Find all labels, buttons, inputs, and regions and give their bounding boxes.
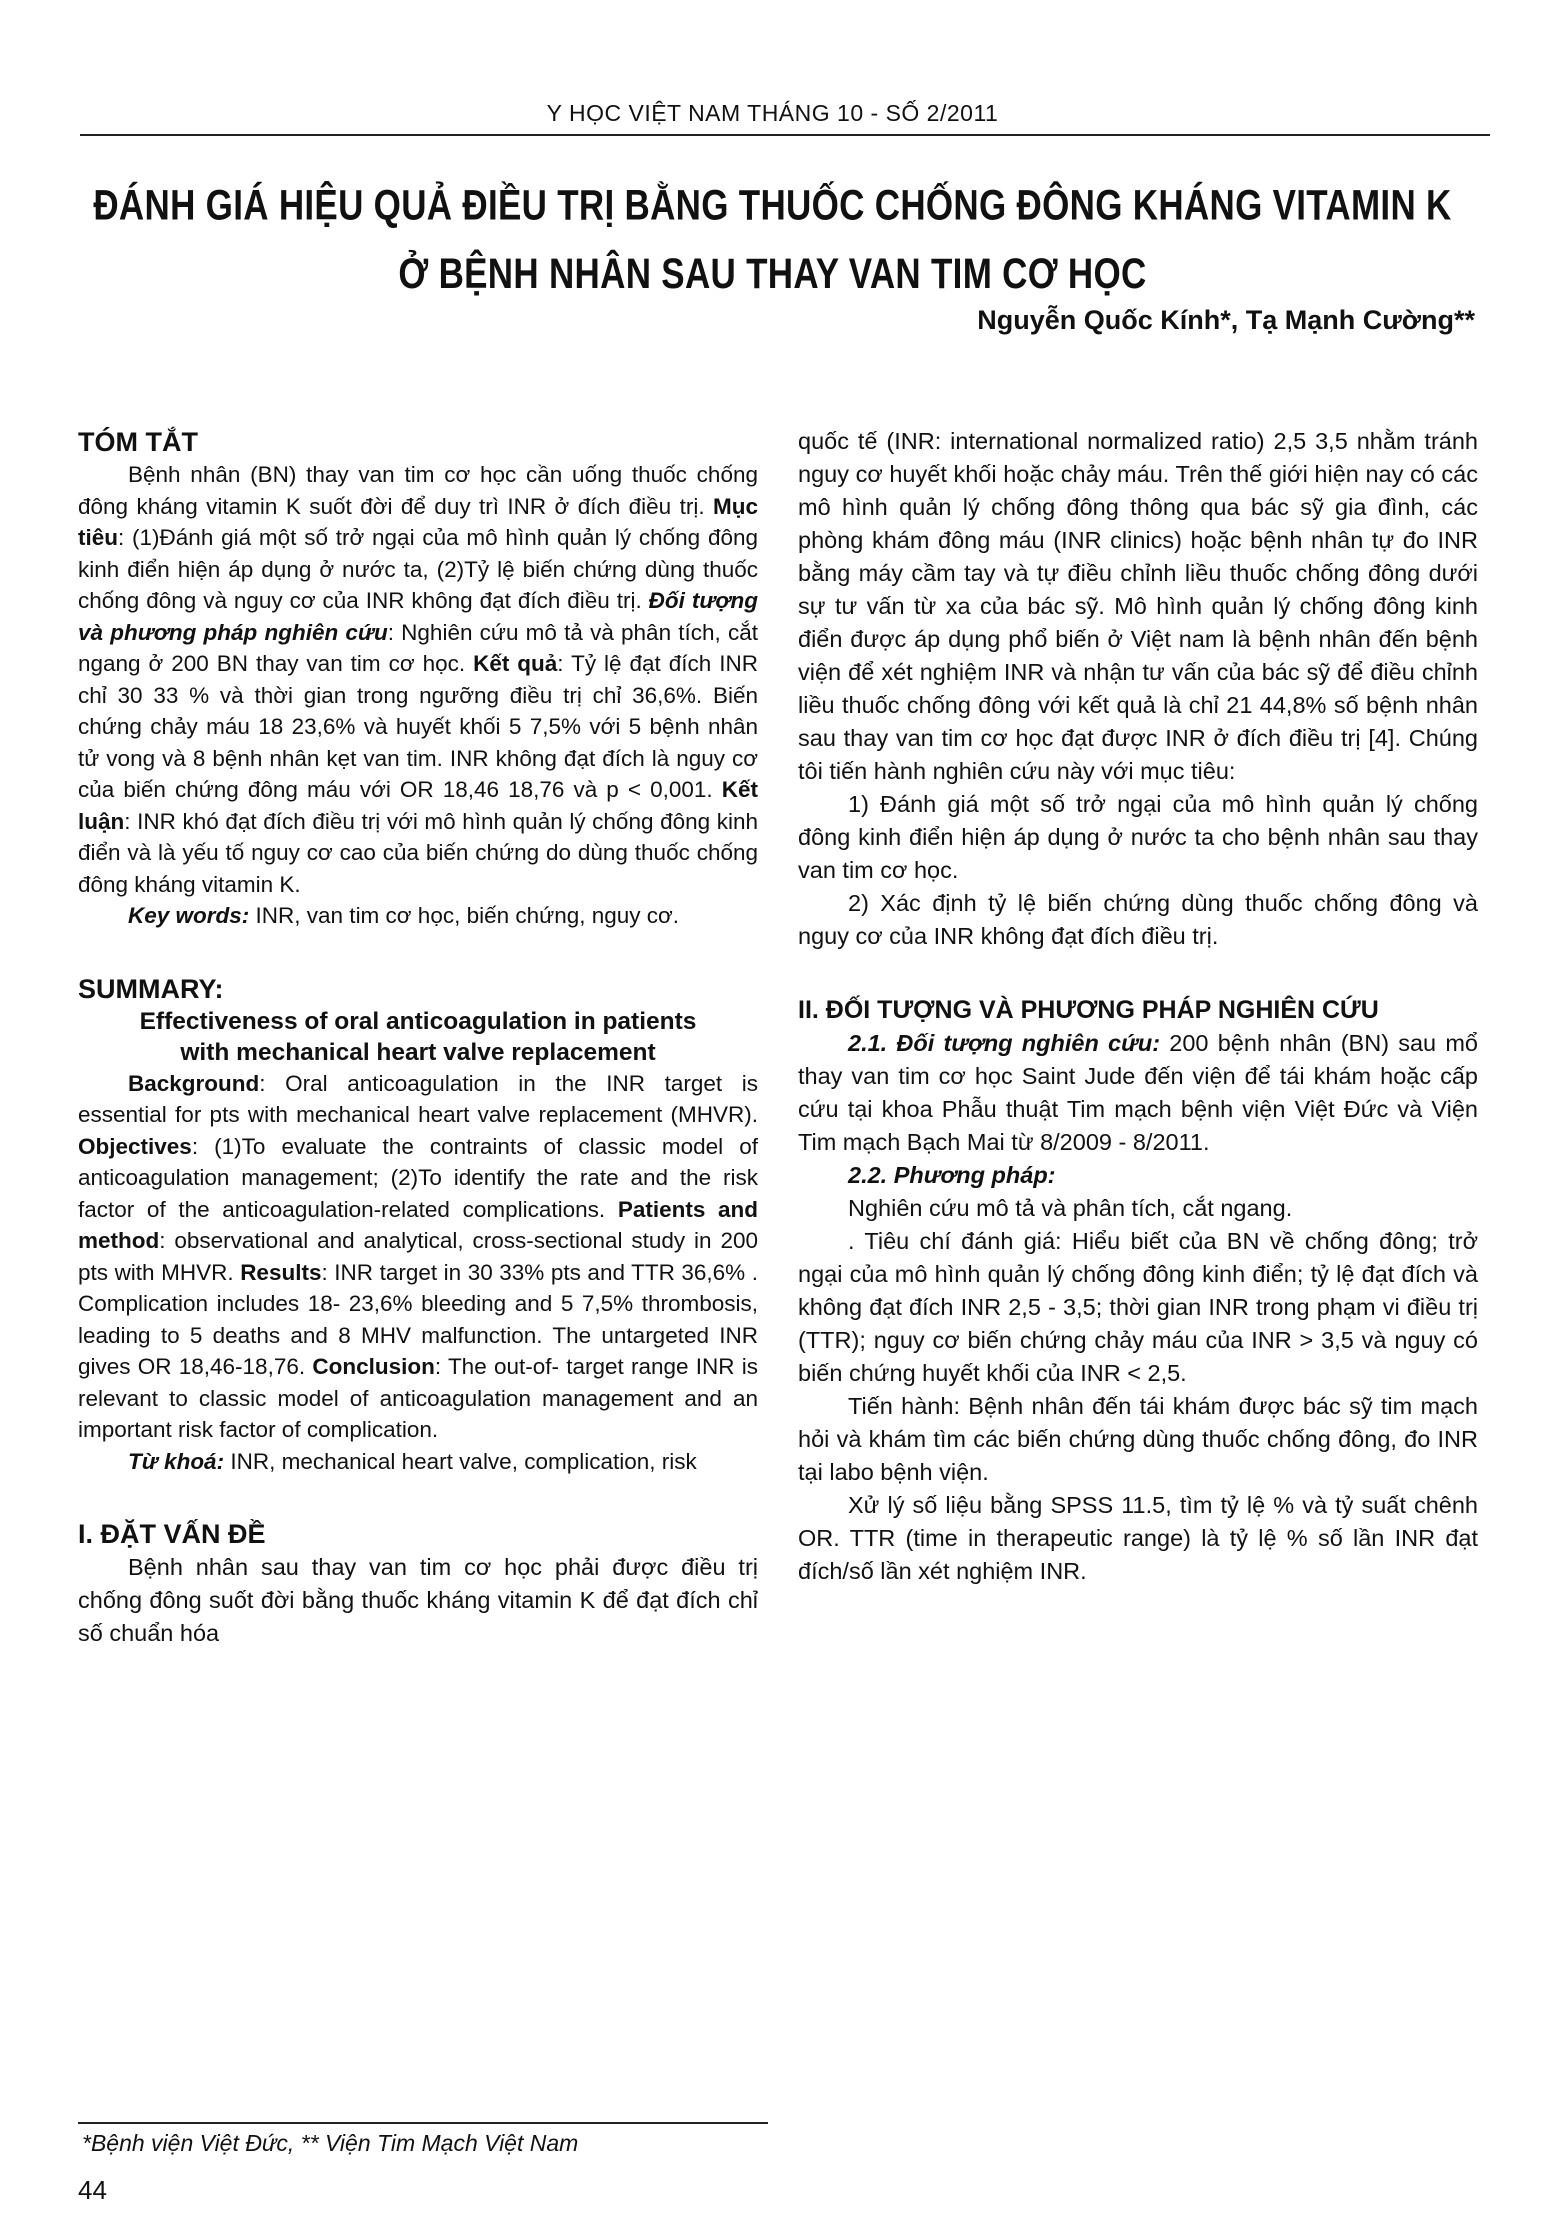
background-label: Background	[128, 1070, 260, 1096]
summary-conclusion-text: : The out-of- target range INR is relevant to classic model of anticoagulation management and an important risk factor of complication.	[78, 1354, 758, 1442]
objective-item-2: 2) Xác định tỷ lệ biến chứng dùng thuốc chống đông và nguy cơ của INR không đạt đích điều trị.	[798, 890, 1478, 949]
article-title-line-1: ĐÁNH GIÁ HIỆU QUẢ ĐIỀU TRỊ BẰNG THUỐC CHỐNG ĐÔNG KHÁNG VITAMIN K	[93, 181, 1452, 230]
subsection-2-1	[798, 1027, 1478, 1159]
patients-label: Patients and method	[78, 1196, 758, 1253]
result-label: Kết quả	[473, 651, 558, 676]
right-column	[798, 425, 1478, 1588]
results-text: : INR target in 30 33% pts and TTR 36,6% . Complication includes 18- 23,6% bleeding and 5 7,5% thrombosis, leading to 5 deaths and 8 MHV malfunction. The untargeted INR gives OR 18,46-18,76.	[78, 1259, 758, 1379]
keywords-label: Key words:	[128, 903, 250, 928]
tu-khoa-text: INR, mechanical heart valve, complication, risk	[224, 1448, 697, 1474]
results-label: Results	[240, 1259, 322, 1285]
left-column	[78, 425, 758, 1650]
keywords-text: INR, van tim cơ học, biến chứng, nguy cơ.	[249, 903, 680, 928]
summary-heading: SUMMARY:	[78, 973, 224, 1004]
objective-label: Mục tiêu	[78, 493, 758, 550]
method-statistics: Xử lý số liệu bằng SPSS 11.5, tìm tỷ lệ % và tỷ suất chênh OR. TTR (time in therapeutic range) là tỷ lệ % số lần INR đạt đích/số lần xét nghiệm INR.	[798, 1492, 1478, 1584]
method-text: : Nghiên cứu mô tả và phân tích, cắt ngang ở 200 BN thay van tim cơ học.	[78, 619, 758, 676]
objectives-text: : (1)To evaluate the contraints of classic model of anticoagulation management; (2)To identify the rate and the risk factor of the anticoagulation-related complications.	[78, 1133, 758, 1222]
patients-text: : observational and analytical, cross-sectional study in 200 pts with MHVR.	[78, 1228, 758, 1285]
footnote: *Bệnh viện Việt Đức, ** Viện Tim Mạch Việt Nam	[82, 2130, 579, 2156]
section1-paragraph-1: Bệnh nhân sau thay van tim cơ học phải được điều trị chống đông suốt đời bằng thuốc kháng vitamin K để đạt đích chỉ số chuẩn hóa	[78, 1554, 758, 1646]
summary-body	[78, 1068, 758, 1446]
summary-title-line-2: with mechanical heart valve replacement	[180, 1038, 656, 1066]
tu-khoa-label: Từ khoá:	[128, 1448, 225, 1474]
method-criteria: . Tiêu chí đánh giá: Hiểu biết của BN về chống đông; trở ngại của mô hình quản lý chống đông kinh điển; tỷ lệ đạt đích và không đạt đích INR 2,5 - 3,5; thời gian INR trong phạm vi điều trị (TTR); nguy cơ biến chứng chảy máu của INR > 3,5 và nguy có biến chứng huyết khối của INR < 2,5.	[798, 1228, 1478, 1386]
running-header: Y HỌC VIỆT NAM THÁNG 10 - SỐ 2/2011	[546, 100, 999, 126]
subsection-2-1-label: 2.1. Đối tượng nghiên cứu:	[848, 1030, 1161, 1056]
conclusion-label: Kết luận	[78, 777, 758, 834]
footnote-rule	[78, 2122, 768, 2124]
section2-heading: II. ĐỐI TƯỢNG VÀ PHƯƠNG PHÁP NGHIÊN CỨU	[798, 996, 1379, 1024]
summary-title-line-1: Effectiveness of oral anticoagulation in patients	[139, 1007, 697, 1035]
article-title-line-2: Ở BỆNH NHÂN SAU THAY VAN TIM CƠ HỌC	[398, 250, 1147, 298]
section1-paragraph-1-continued: quốc tế (INR: international normalized ratio) 2,5 3,5 nhằm tránh nguy cơ huyết khối hoặc chảy máu. Trên thế giới hiện nay có các mô hình quản lý chống đông thông qua bác sỹ gia đình, các phòng khám đông máu (INR clinics) hoặc bệnh nhân tự đo INR bằng máy cầm tay và tự điều chỉnh liều thuốc chống đông dưới sự tư vấn từ xa của bác sỹ. Mô hình quản lý chống đông kinh điển được áp dụng phổ biến ở Việt nam là bệnh nhân đến bệnh viện để xét nghiệm INR và nhận tư vấn của bác sỹ để điều chỉnh liều thuốc chống đông với kết quả là chỉ 21 44,8% số bệnh nhân sau thay van tim cơ học đạt được INR ở đích điều trị [4]. Chúng tôi tiến hành nghiên cứu này với mục tiêu:	[798, 428, 1478, 784]
abstract-vi-heading: TÓM TẮT	[78, 427, 198, 457]
header-rule	[80, 134, 1490, 136]
abstract-vi-keywords	[78, 900, 758, 932]
conclusion-text: : INR khó đạt đích điều trị với mô hình quản lý chống đông kinh điển và là yếu tố nguy cơ cao của biến chứng do dùng thuốc chống đông kháng vitamin K.	[78, 808, 758, 897]
authors: Nguyễn Quốc Kính*, Tạ Mạnh Cường**	[977, 305, 1475, 335]
objectives-label: Objectives	[78, 1133, 192, 1159]
abstract-vi-intro: Bệnh nhân (BN) thay van tim cơ học cần uống thuốc chống đông kháng vitamin K suốt đời để duy trì INR ở đích điều trị.	[78, 462, 758, 519]
section1-heading: I. ĐẶT VẤN ĐỀ	[78, 1519, 266, 1549]
method-design: Nghiên cứu mô tả và phân tích, cắt ngang.	[848, 1195, 1293, 1221]
subsection-2-2-label: 2.2. Phương pháp:	[848, 1162, 1056, 1188]
objective-text: : (1)Đánh giá một số trở ngại của mô hình quản lý chống đông kinh điển hiện áp dụng ở nước ta, (2)Tỷ lệ biến chứng dùng thuốc chống đông và nguy cơ của INR không đạt đích điều trị.	[78, 525, 758, 613]
article-title	[90, 172, 1455, 309]
background-text: : Oral anticoagulation in the INR target is essential for pts with mechanical heart valve replacement (MHVR).	[78, 1070, 758, 1127]
objective-item-1: 1) Đánh giá một số trở ngại của mô hình quản lý chống đông kinh điển hiện áp dụng ở nước ta cho bệnh nhân sau thay van tim cơ học.	[798, 791, 1478, 883]
page-number: 44	[78, 2175, 107, 2205]
method-procedure: Tiến hành: Bệnh nhân đến tái khám được bác sỹ tim mạch hỏi và khám tìm các biến chứng dùng thuốc chống đông, đo INR tại labo bệnh viện.	[798, 1393, 1478, 1485]
subsection-2-1-text: 200 bệnh nhân (BN) sau mổ thay van tim cơ học Saint Jude đến viện để tái khám hoặc cấp cứu tại khoa Phẫu thuật Tim mạch bệnh viện Việt Đức và Viện Tim mạch Bạch Mai từ 8/2009 - 8/2011.	[798, 1030, 1478, 1155]
result-text: : Tỷ lệ đạt đích INR chỉ 30 33 % và thời gian trong ngưỡng điều trị chỉ 36,6%. Biến chứng chảy máu 18 23,6% và huyết khối 5 7,5% với 5 bệnh nhân tử vong và 8 bệnh nhân kẹt van tim. INR không đạt đích là nguy cơ của biến chứng đông máu với OR 18,46 18,76 và p < 0,001.	[78, 651, 758, 802]
summary-conclusion-label: Conclusion	[312, 1354, 435, 1379]
summary-keywords	[78, 1446, 758, 1478]
subsection-2-2-heading	[798, 1159, 1478, 1192]
abstract-vi-body	[78, 459, 758, 900]
method-label: Đối tượng và phương pháp nghiên cứu	[78, 588, 758, 645]
